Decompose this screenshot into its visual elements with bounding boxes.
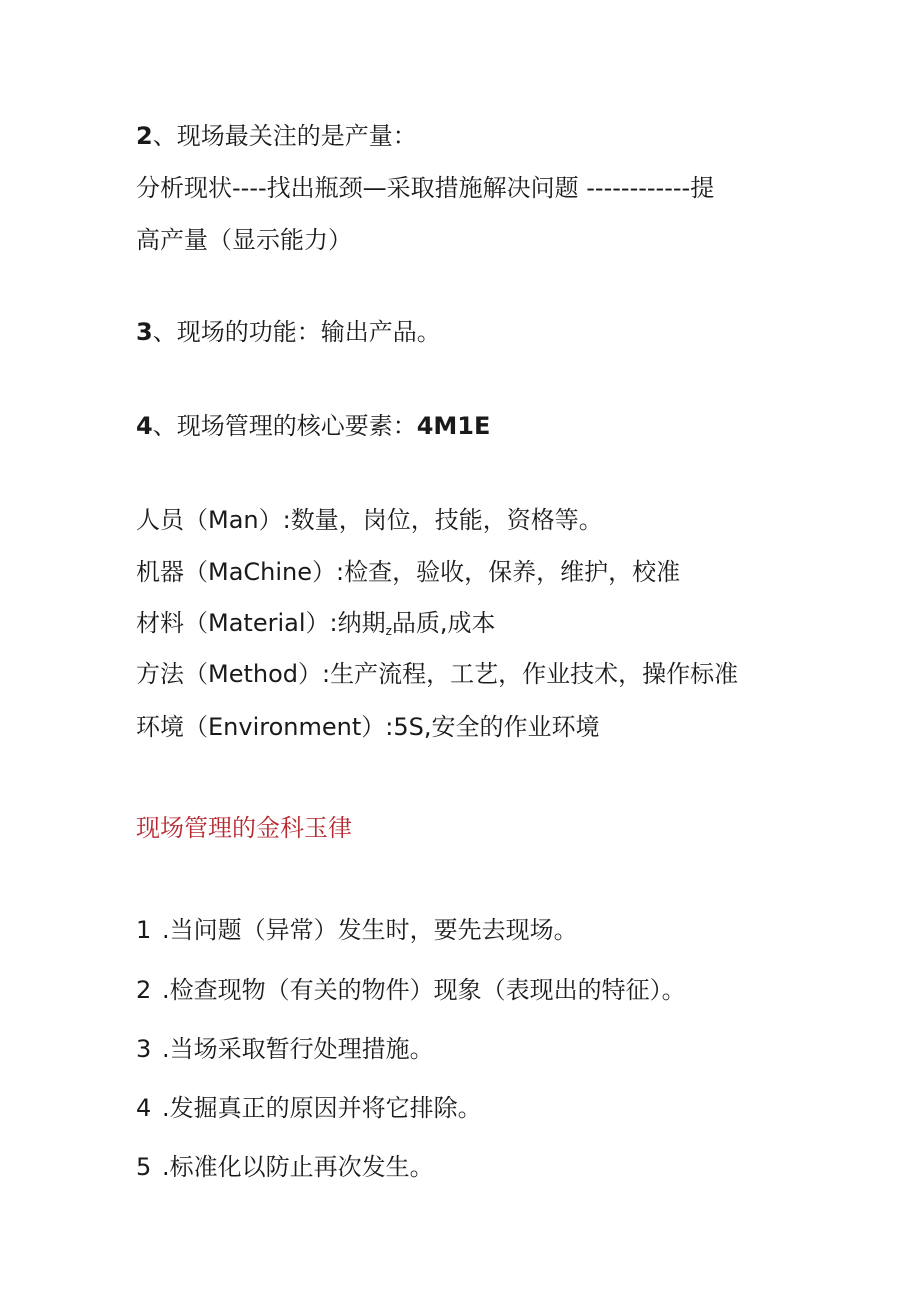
section-2-body-line-1: 分析现状----找出瓶颈—采取措施解决问题 ------------提 (136, 174, 715, 202)
factor-material-after: 品质,成本 (391, 609, 496, 637)
factor-machine: 机器（MaChine）:检查，验收，保养，维护，校准 (136, 558, 681, 586)
golden-rule-item (136, 1151, 434, 1183)
section-4-title-bold: 4M1E (416, 412, 491, 440)
golden-rule-item (136, 1092, 482, 1124)
golden-rule-number: 4 (136, 1094, 152, 1122)
factor-environment: 环境（Environment）:5S,安全的作业环境 (136, 713, 600, 741)
section-4-number: 4 (136, 412, 153, 440)
golden-rule-item (136, 974, 686, 1006)
golden-rule-number: 3 (136, 1035, 152, 1063)
section-4-heading (136, 410, 490, 442)
golden-rule-text: .检查现物（有关的物件）现象（表现出的特征）。 (162, 976, 686, 1004)
golden-rule-text: .当问题（异常）发生时，要先去现场。 (162, 916, 578, 944)
section-3-number: 3 (136, 318, 153, 346)
golden-rule-item (136, 1033, 434, 1065)
factor-material-subscript: z (385, 624, 392, 638)
section-3-title: 、现场的功能：输出产品。 (152, 318, 441, 346)
section-2-title: 、现场最关注的是产量： (152, 122, 417, 150)
golden-rule-number: 5 (136, 1153, 152, 1181)
golden-rule-number: 1 (136, 916, 152, 944)
factor-material (136, 607, 496, 647)
section-3-heading (136, 316, 441, 348)
factor-material-before: 材料（Material）:纳期 (136, 609, 386, 637)
section-2-body-line-2: 高产量（显示能力） (136, 226, 352, 254)
section-2-heading (136, 120, 417, 152)
golden-rules-heading: 现场管理的金科玉律 (136, 814, 352, 842)
factor-method: 方法（Method）:生产流程，工艺，作业技术，操作标准 (136, 660, 739, 688)
section-2-number: 2 (136, 122, 153, 150)
golden-rule-text: .发掘真正的原因并将它排除。 (162, 1094, 482, 1122)
section-4-title: 、现场管理的核心要素： (152, 412, 417, 440)
golden-rule-text: .标准化以防止再次发生。 (162, 1153, 434, 1181)
golden-rule-item (136, 914, 578, 946)
factor-man: 人员（Man）:数量，岗位，技能，资格等。 (136, 506, 603, 534)
golden-rule-text: .当场采取暂行处理措施。 (162, 1035, 434, 1063)
golden-rule-number: 2 (136, 976, 152, 1004)
